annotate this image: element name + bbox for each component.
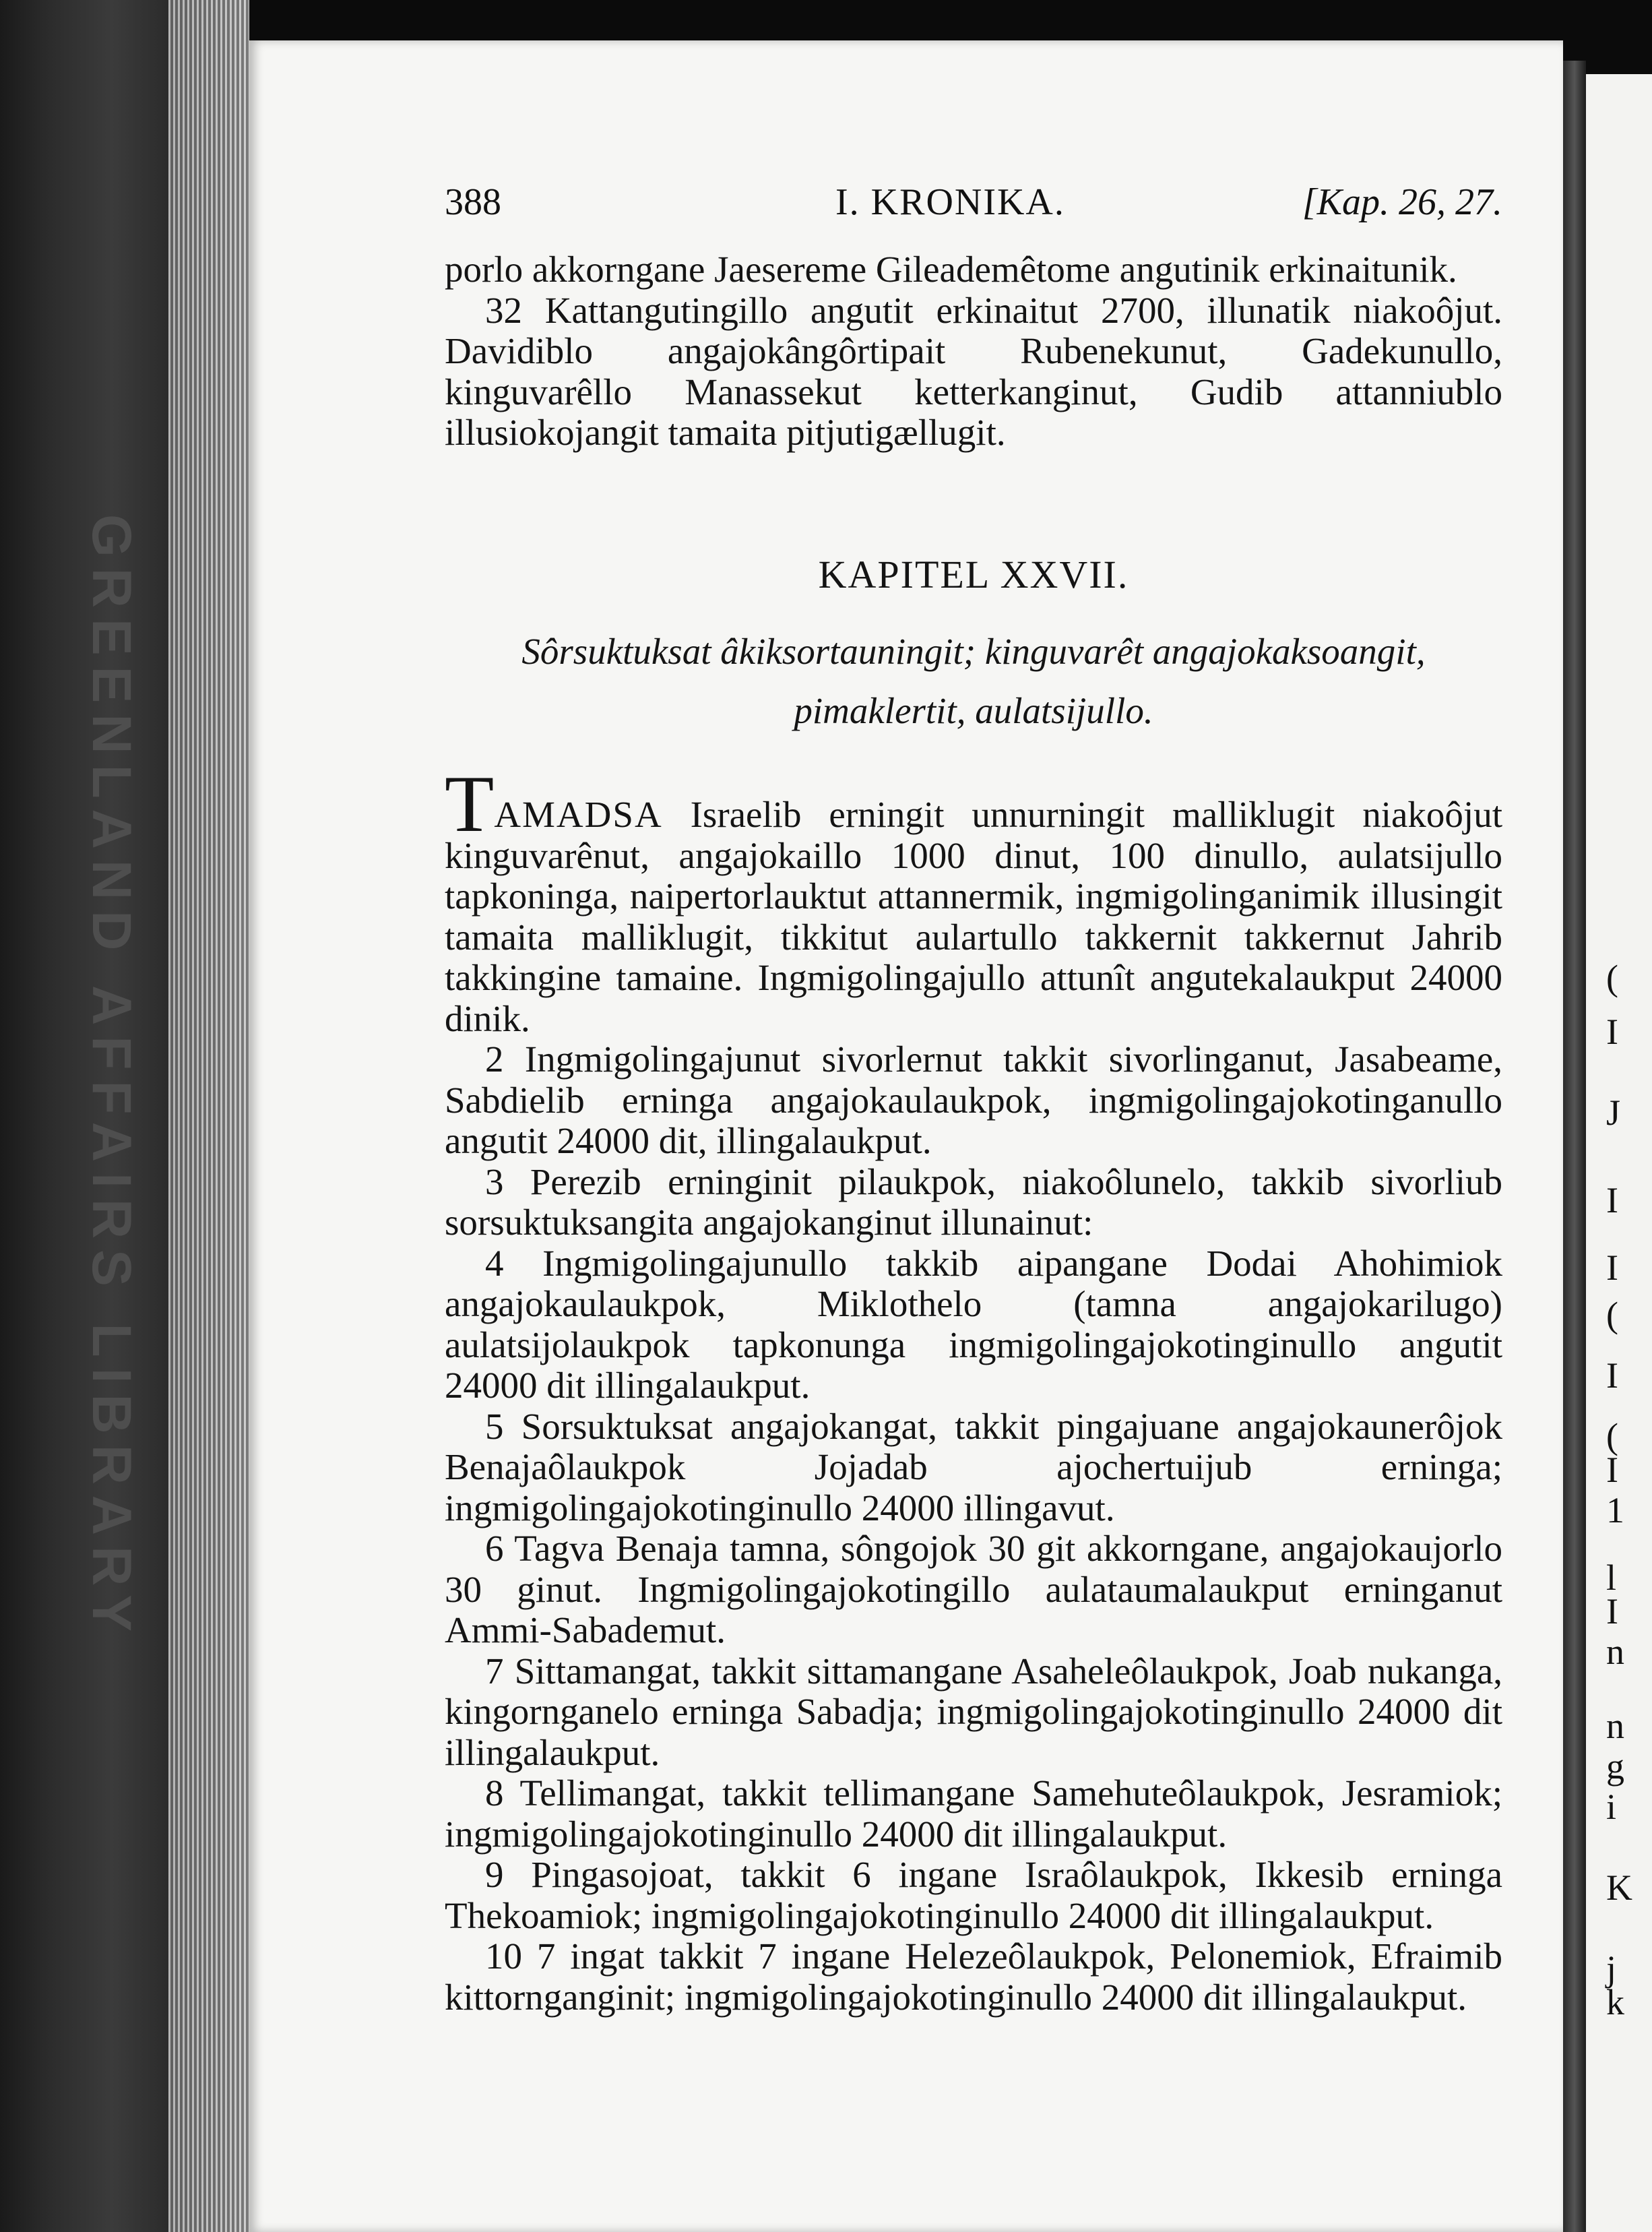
opening-word: AMADSA [494, 794, 663, 835]
chapter-heading: KAPITEL XXVII. [818, 552, 1129, 596]
page-number: 388 [445, 181, 501, 223]
library-stamp-text: GREENLAND AFFAIRS LIBRARY [81, 514, 143, 1643]
page-body [445, 249, 1502, 2018]
adjacent-page-fragment: ( [1606, 958, 1618, 998]
adjacent-page-fragment: k [1606, 1982, 1624, 2022]
chapter-reference: [Kap. 26, 27. [1302, 181, 1502, 223]
adjacent-page-fragment: K [1606, 1867, 1632, 1908]
adjacent-page-fragment: I [1606, 1450, 1618, 1490]
verse: 7 Sittamangat, takkit sittamangane Asaheleôlaukpok, Joab nukanga, kingornganelo erninga Sabadja; ingmigolingajokotinginullo 24000 dit illingalaukput. [445, 1650, 1502, 1773]
adjacent-page-fragment: I [1606, 1355, 1618, 1396]
verse: 9 Pingasojoat, takkit 6 ingane Israôlaukpok, Ikkesib erninga Thekoamiok; ingmigolingajokotinginullo 24000 dit illingalaukput. [445, 1854, 1502, 1936]
running-header [445, 181, 1502, 235]
book-title: I. KRONIKA. [835, 181, 1065, 223]
verse: 4 Ingmigolingajunullo takkib aipangane Dodai Ahohimiok angajokaulaukpok, Miklothelo (tamna angajokarilugo) aulatsijolaukpok tapkonunga ingmigolingajokotinginullo angutit 24000 dit illingalaukput. [445, 1242, 1502, 1406]
page-edges [168, 0, 249, 2232]
verse: 2 Ingmigolingajunut sivorlernut takkit sivorlinganut, Jasabeame, Sabdielib erninga angajokaulaukpok, ingmigolingajokotinganullo angutit 24000 dit, illingalaukput. [445, 1038, 1502, 1161]
page-gutter [1563, 61, 1586, 2232]
adjacent-page-fragment: l [1606, 1557, 1617, 1598]
chapter-summary: Sôrsuktuksat âkiksortauningit; kinguvarêt angajokaksoangit, pimaklertit, aulatsijullo. [521, 631, 1426, 731]
adjacent-page-fragment: g [1606, 1746, 1624, 1787]
adjacent-page-fragment: I [1606, 1180, 1618, 1220]
verse: 10 7 ingat takkit 7 ingane Helezeôlaukpok, Pelonemiok, Efraimib kittornganginit; ingmigolingajokotinginullo 24000 dit illingalaukput. [445, 1935, 1502, 2018]
opening-verse [445, 759, 1502, 1039]
verse: 8 Tellimangat, takkit tellimangane Samehuteôlaukpok, Jesramiok; ingmigolingajokotinginullo 24000 dit illingalaukput. [445, 1772, 1502, 1855]
adjacent-page-fragment: j [1606, 1948, 1617, 1989]
verse: 6 Tagva Benaja tamna, sôngojok 30 git akkorngane, angajokaujorlo 30 ginut. Ingmigolingajokotingillo aulataumalaukput erninganut Ammi-Sabademut. [445, 1528, 1502, 1650]
adjacent-page-fragment: J [1606, 1092, 1621, 1133]
opening-text: Israelib erningit unnurningit malliklugit niakoôjut kinguvarênut, angajokaillo 1000 dinut, 100 dinullo, aulatsijullo tapkoninga, naipertorlauktut attannermik, ingmigolinganimik illusingit tamaita malliklugit, tikkitut aulartullo takkernit takkernut Jahrib takkingine tamaine. Ingmigolingajullo attunît angutekalaukput 24000 dinik. [445, 794, 1502, 1039]
adjacent-page-fragment: ( [1606, 1295, 1618, 1335]
verse: 3 Perezib erninginit pilaukpok, niakoôlunelo, takkib sivorliub sorsuktuksangita angajokanginut illunainut: [445, 1160, 1502, 1243]
adjacent-page-fragment: 1 [1606, 1490, 1624, 1530]
library-stamp [74, 514, 148, 1643]
drop-cap: T [445, 759, 495, 848]
adjacent-page-fragment: I [1606, 1247, 1618, 1288]
adjacent-page-fragment: n [1606, 1706, 1624, 1746]
adjacent-page-fragment: i [1606, 1787, 1617, 1827]
adjacent-page-fragment: ( [1606, 1416, 1618, 1456]
continuation-paragraph: porlo akkorngane Jaesereme Gileademêtome angutinik erkinaitunik. [445, 249, 1457, 290]
verse-32: 32 Kattangutingillo angutit erkinaitut 2700, illunatik niakoôjut. Davidiblo angajokângôrtipait Rubenekunut, Gadekunullo, kinguvarêllo Manassekut ketterkanginut, Gudib attanniublo illusiokojangit tamaita pitjutigællugit. [445, 289, 1502, 453]
adjacent-page-fragment: I [1606, 1591, 1618, 1632]
verse: 5 Sorsuktuksat angajokangat, takkit pingajuane angajokaunerôjok Benajaôlaukpok Jojadab ajochertuijub erninga; ingmigolingajokotinginullo 24000 illingavut. [445, 1405, 1502, 1528]
adjacent-page-fragment: n [1606, 1632, 1624, 1672]
adjacent-page-fragment: I [1606, 1012, 1618, 1052]
